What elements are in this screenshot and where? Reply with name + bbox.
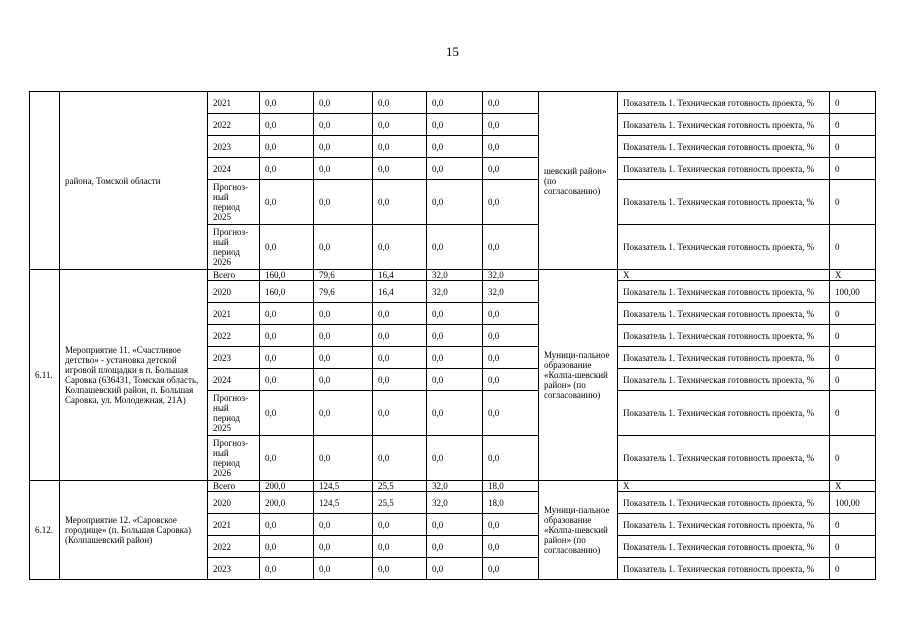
local-value: 0,0 (427, 369, 483, 391)
year-cell: 2022 (208, 114, 260, 136)
page-number: 15 (446, 44, 459, 59)
indicator: Показатель 1. Техническая готовность проекта, % (618, 92, 830, 114)
regional-value: 16,4 (373, 281, 427, 303)
total-value: 0,0 (260, 114, 314, 136)
event-title: района, Томской области (60, 92, 208, 270)
indicator: Показатель 1. Техническая готовность проекта, % (618, 158, 830, 180)
total-value: 0,0 (260, 158, 314, 180)
regional-value: 0,0 (373, 369, 427, 391)
other-value: 0,0 (483, 391, 539, 436)
other-value: 18,0 (483, 481, 539, 492)
federal-value: 0,0 (314, 225, 373, 270)
indicator-value: 0 (830, 92, 876, 114)
total-value: 0,0 (260, 514, 314, 536)
indicator-value: 0 (830, 225, 876, 270)
other-value: 0,0 (483, 347, 539, 369)
federal-value: 0,0 (314, 536, 373, 558)
year-cell: 2024 (208, 158, 260, 180)
local-value: 32,0 (427, 481, 483, 492)
total-value: 0,0 (260, 92, 314, 114)
year-cell: Прогноз-ный период 2026 (208, 225, 260, 270)
total-value: 160,0 (260, 281, 314, 303)
indicator: Показатель 1. Техническая готовность проекта, % (618, 536, 830, 558)
total-value: 0,0 (260, 303, 314, 325)
federal-value: 0,0 (314, 369, 373, 391)
local-value: 0,0 (427, 114, 483, 136)
other-value: 0,0 (483, 114, 539, 136)
local-value: 0,0 (427, 136, 483, 158)
federal-value: 0,0 (314, 136, 373, 158)
table-row (30, 481, 876, 492)
year-cell: Прогноз-ный период 2026 (208, 436, 260, 481)
federal-value: 0,0 (314, 514, 373, 536)
other-value: 0,0 (483, 536, 539, 558)
indicator: Показатель 1. Техническая готовность проекта, % (618, 325, 830, 347)
year-cell: 2024 (208, 369, 260, 391)
indicator-value: 0 (830, 558, 876, 580)
regional-value: 0,0 (373, 558, 427, 580)
indicator-value: 0 (830, 369, 876, 391)
indicator-value: 0 (830, 158, 876, 180)
indicator: Показатель 1. Техническая готовность проекта, % (618, 347, 830, 369)
indicator-value: 0 (830, 180, 876, 225)
other-value: 0,0 (483, 514, 539, 536)
indicator: Х (618, 270, 830, 281)
event-title: Мероприятие 12. «Саровское городище» (п. Большая Саровка) (Колпашевский район) (60, 481, 208, 580)
indicator-value: 0 (830, 536, 876, 558)
indicator-value: 0 (830, 325, 876, 347)
indicator-value: 0 (830, 303, 876, 325)
year-cell: 2020 (208, 492, 260, 514)
indicator-value: 100,00 (830, 281, 876, 303)
regional-value: 0,0 (373, 303, 427, 325)
year-cell: Всего (208, 481, 260, 492)
total-value: 0,0 (260, 225, 314, 270)
total-value: 0,0 (260, 180, 314, 225)
local-value: 0,0 (427, 347, 483, 369)
other-value: 0,0 (483, 325, 539, 347)
year-cell: 2023 (208, 136, 260, 158)
regional-value: 0,0 (373, 225, 427, 270)
year-cell: 2022 (208, 536, 260, 558)
indicator: Показатель 1. Техническая готовность проекта, % (618, 369, 830, 391)
row-number: 6.11. (30, 270, 60, 481)
indicator-value: Х (830, 481, 876, 492)
indicator: Показатель 1. Техническая готовность проекта, % (618, 492, 830, 514)
total-value: 0,0 (260, 136, 314, 158)
table-body (30, 92, 876, 580)
year-cell: Всего (208, 270, 260, 281)
regional-value: 0,0 (373, 391, 427, 436)
total-value: 0,0 (260, 391, 314, 436)
other-value: 32,0 (483, 270, 539, 281)
indicator: Показатель 1. Техническая готовность проекта, % (618, 114, 830, 136)
indicator: Показатель 1. Техническая готовность проекта, % (618, 303, 830, 325)
regional-value: 25,5 (373, 481, 427, 492)
federal-value: 0,0 (314, 558, 373, 580)
indicator: Показатель 1. Техническая готовность проекта, % (618, 436, 830, 481)
other-value: 0,0 (483, 225, 539, 270)
indicator: Показатель 1. Техническая готовность проекта, % (618, 136, 830, 158)
other-value: 0,0 (483, 436, 539, 481)
year-cell: 2020 (208, 281, 260, 303)
other-value: 18,0 (483, 492, 539, 514)
other-value: 0,0 (483, 180, 539, 225)
local-value: 32,0 (427, 492, 483, 514)
total-value: 200,0 (260, 481, 314, 492)
row-number (30, 92, 60, 270)
regional-value: 0,0 (373, 325, 427, 347)
regional-value: 0,0 (373, 114, 427, 136)
year-cell: 2022 (208, 325, 260, 347)
indicator: Показатель 1. Техническая готовность проекта, % (618, 225, 830, 270)
regional-value: 0,0 (373, 158, 427, 180)
other-value: 0,0 (483, 136, 539, 158)
federal-value: 0,0 (314, 391, 373, 436)
local-value: 0,0 (427, 92, 483, 114)
indicator: Показатель 1. Техническая готовность проекта, % (618, 281, 830, 303)
other-value: 32,0 (483, 281, 539, 303)
federal-value: 124,5 (314, 481, 373, 492)
total-value: 0,0 (260, 369, 314, 391)
regional-value: 0,0 (373, 347, 427, 369)
local-value: 32,0 (427, 270, 483, 281)
regional-value: 0,0 (373, 536, 427, 558)
indicator-value: 100,00 (830, 492, 876, 514)
indicator-value: 0 (830, 347, 876, 369)
total-value: 160,0 (260, 270, 314, 281)
total-value: 0,0 (260, 436, 314, 481)
indicator-value: 0 (830, 136, 876, 158)
federal-value: 0,0 (314, 303, 373, 325)
federal-value: 0,0 (314, 436, 373, 481)
indicator: Х (618, 481, 830, 492)
program-table (29, 91, 876, 580)
local-value: 0,0 (427, 536, 483, 558)
regional-value: 0,0 (373, 514, 427, 536)
regional-value: 0,0 (373, 92, 427, 114)
federal-value: 0,0 (314, 114, 373, 136)
local-value: 0,0 (427, 514, 483, 536)
indicator: Показатель 1. Техническая готовность проекта, % (618, 514, 830, 536)
regional-value: 0,0 (373, 136, 427, 158)
total-value: 0,0 (260, 558, 314, 580)
executor: Муници-пальное образование «Колпа-шевский район» (по согласованию) (539, 481, 618, 580)
indicator-value: 0 (830, 514, 876, 536)
federal-value: 0,0 (314, 92, 373, 114)
local-value: 0,0 (427, 225, 483, 270)
federal-value: 124,5 (314, 492, 373, 514)
indicator-value: Х (830, 270, 876, 281)
federal-value: 0,0 (314, 180, 373, 225)
table-row (30, 270, 876, 281)
year-cell: 2021 (208, 514, 260, 536)
local-value: 0,0 (427, 158, 483, 180)
indicator-value: 0 (830, 114, 876, 136)
row-number: 6.12. (30, 481, 60, 580)
regional-value: 0,0 (373, 180, 427, 225)
federal-value: 79,6 (314, 270, 373, 281)
local-value: 0,0 (427, 436, 483, 481)
event-title: Мероприятие 11. «Счастливое детство» - установка детской игровой площадки в п. Большая Саровка (636431, Томская область, Колпашевский район, п. Большая Саровка, ул. Молодежная, 21А) (60, 270, 208, 481)
local-value: 32,0 (427, 281, 483, 303)
federal-value: 0,0 (314, 325, 373, 347)
total-value: 0,0 (260, 536, 314, 558)
year-cell: Прогноз-ный период 2025 (208, 391, 260, 436)
local-value: 0,0 (427, 391, 483, 436)
regional-value: 16,4 (373, 270, 427, 281)
local-value: 0,0 (427, 325, 483, 347)
federal-value: 79,6 (314, 281, 373, 303)
indicator: Показатель 1. Техническая готовность проекта, % (618, 180, 830, 225)
local-value: 0,0 (427, 180, 483, 225)
executor: Муници-пальное образование «Колпа-шевский район» (по согласованию) (539, 270, 618, 481)
other-value: 0,0 (483, 158, 539, 180)
executor: шевский район» (по согласованию) (539, 92, 618, 270)
total-value: 0,0 (260, 325, 314, 347)
year-cell: 2023 (208, 558, 260, 580)
indicator-value: 0 (830, 436, 876, 481)
total-value: 0,0 (260, 347, 314, 369)
regional-value: 0,0 (373, 436, 427, 481)
local-value: 0,0 (427, 303, 483, 325)
federal-value: 0,0 (314, 347, 373, 369)
total-value: 200,0 (260, 492, 314, 514)
other-value: 0,0 (483, 369, 539, 391)
indicator-value: 0 (830, 391, 876, 436)
year-cell: 2021 (208, 303, 260, 325)
indicator: Показатель 1. Техническая готовность проекта, % (618, 558, 830, 580)
regional-value: 25,5 (373, 492, 427, 514)
other-value: 0,0 (483, 303, 539, 325)
other-value: 0,0 (483, 92, 539, 114)
year-cell: 2023 (208, 347, 260, 369)
local-value: 0,0 (427, 558, 483, 580)
year-cell: 2021 (208, 92, 260, 114)
year-cell: Прогноз-ный период 2025 (208, 180, 260, 225)
other-value: 0,0 (483, 558, 539, 580)
federal-value: 0,0 (314, 158, 373, 180)
table-row (30, 92, 876, 114)
indicator: Показатель 1. Техническая готовность проекта, % (618, 391, 830, 436)
